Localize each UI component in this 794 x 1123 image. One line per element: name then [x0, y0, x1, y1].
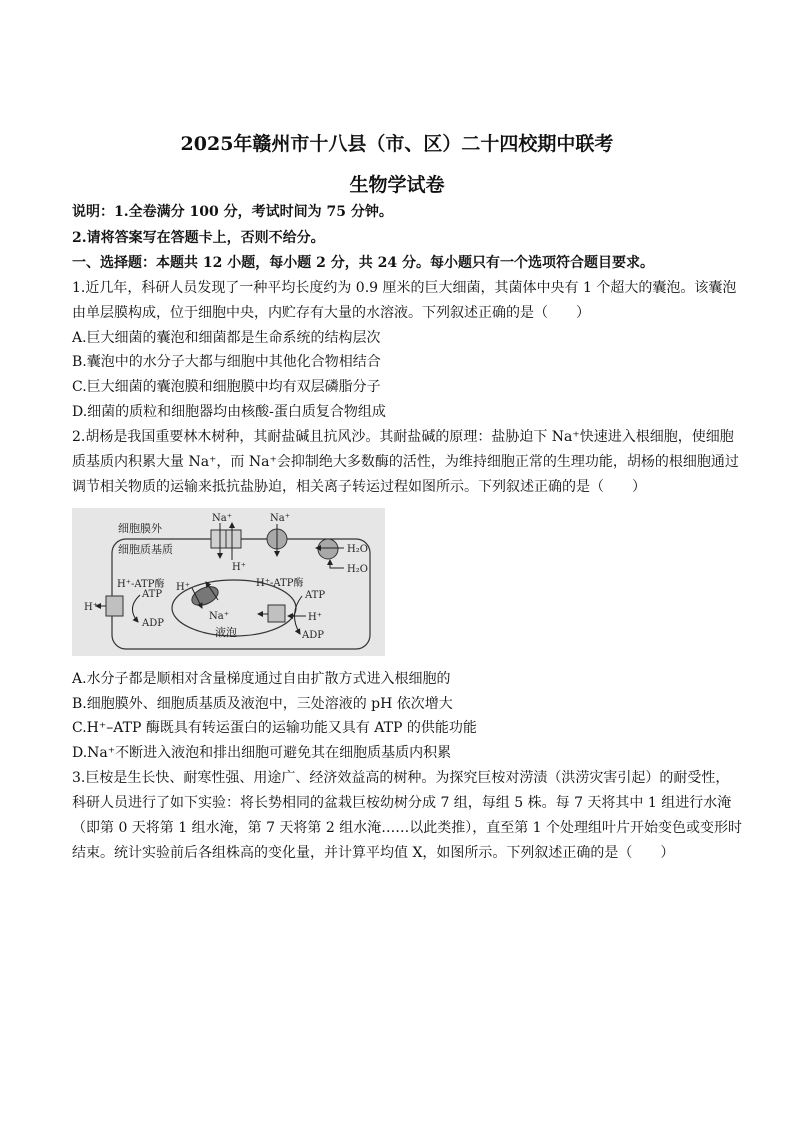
q1-option-d: D.细菌的质粒和细胞器均由核酸-蛋白质复合物组成	[72, 404, 386, 420]
label-h-right: H⁺	[308, 612, 322, 623]
q2-option-c: C.H⁺–ATP 酶既具有转运蛋白的运输功能又具有 ATP 的供能功能	[72, 720, 477, 736]
label-outside-membrane: 细胞膜外	[118, 522, 162, 535]
label-cytoplasm: 细胞质基质	[118, 543, 173, 556]
label-na-top: Na⁺	[212, 513, 232, 524]
q2-option-a: A.水分子都是顺相对含量梯度通过自由扩散方式进入根细胞的	[72, 671, 451, 687]
q2-stem-line: 调节相关物质的运输来抵抗盐胁迫，相关离子转运过程如图所示。下列叙述正确的是（ ）	[72, 479, 646, 495]
aquaporin	[318, 539, 338, 559]
h-atpase-left	[106, 596, 123, 616]
q3-stem-line: 科研人员进行了如下实验：将长势相同的盆栽巨桉幼树分成 7 组，每组 5 株。每 7 天将其中 1 组进行水淹	[72, 795, 732, 811]
q2-option-d: D.Na⁺不断进入液泡和排出细胞可避免其在细胞质基质内积累	[72, 745, 452, 761]
label-h-top: H⁺	[232, 562, 246, 573]
label-h-vacuole: H⁺	[176, 582, 190, 593]
section-heading: 一、选择题：本题共 12 小题，每小题 2 分，共 24 分。每小题只有一个选项符合题目要求。	[72, 255, 654, 271]
ion-transport-figure	[72, 508, 385, 656]
label-h-left: H⁺	[84, 602, 98, 613]
q1-stem-line: 由单层膜构成，位于细胞中央，内贮存有大量的水溶液。下列叙述正确的是（ ）	[72, 305, 590, 321]
label-h2o-2: H₂O	[347, 564, 368, 575]
q2-stem-line: 质基质内积累大量 Na⁺，而 Na⁺会抑制绝大多数酶的活性，为维持细胞正常的生理功能，胡杨的根细胞通过	[72, 454, 739, 470]
label-adp-left: ADP	[142, 618, 164, 629]
q3-stem-line: （即第 0 天将第 1 组水淹，第 7 天将第 2 组水淹……以此类推），直至第 1 个处理组叶片开始变色或变形时	[72, 820, 743, 836]
q3-stem-line: 结束。统计实验前后各组株高的变化量，并计算平均值 X，如图所示。下列叙述正确的是（ ）	[72, 845, 675, 861]
q1-option-b: B.囊泡中的水分子大都与细胞中其他化合物相结合	[72, 354, 381, 370]
q2-stem-line: 2.胡杨是我国重要林木树种，其耐盐碱且抗风沙。其耐盐碱的原理：盐胁迫下 Na⁺快速进入根细胞，使细胞	[72, 429, 734, 445]
exam-title: 2025年赣州市十八县（市、区）二十四校期中联考	[180, 133, 614, 155]
instruction-line-1: 说明：1.全卷满分 100 分，考试时间为 75 分钟。	[72, 204, 393, 220]
exam-subtitle: 生物学试卷	[349, 174, 445, 196]
label-vacuole: 液泡	[215, 626, 237, 639]
h-atpase-right	[268, 605, 285, 622]
q1-stem-line: 1.近几年，科研人员发现了一种平均长度约为 0.9 厘米的巨大细菌，其菌体中央有 1 个超大的囊泡。该囊泡	[72, 280, 737, 296]
q1-option-a: A.巨大细菌的囊泡和细菌都是生命系统的结构层次	[72, 330, 381, 346]
q2-option-b: B.细胞膜外、细胞质基质及液泡中，三处溶液的 pH 依次增大	[72, 696, 453, 712]
q3-stem-line: 3.巨桉是生长快、耐寒性强、用途广、经济效益高的树种。为探究巨桉对涝渍（洪涝灾害引起）的耐受性，	[72, 770, 730, 786]
label-atp-right: ATP	[305, 590, 326, 601]
label-na-top2: Na⁺	[270, 513, 290, 524]
label-atp-left: ATP	[142, 589, 163, 600]
label-atpase-right: H⁺-ATP酶	[256, 578, 304, 589]
q1-option-c: C.巨大细菌的囊泡膜和细胞膜中均有双层磷脂分子	[72, 379, 381, 395]
label-adp-right: ADP	[302, 630, 324, 641]
label-atpase-left: H⁺-ATP酶	[117, 579, 165, 590]
label-h2o-1: H₂O	[347, 544, 368, 555]
label-na-vacuole: Na⁺	[209, 611, 229, 622]
instruction-line-2: 2.请将答案写在答题卡上，否则不给分。	[72, 230, 325, 246]
